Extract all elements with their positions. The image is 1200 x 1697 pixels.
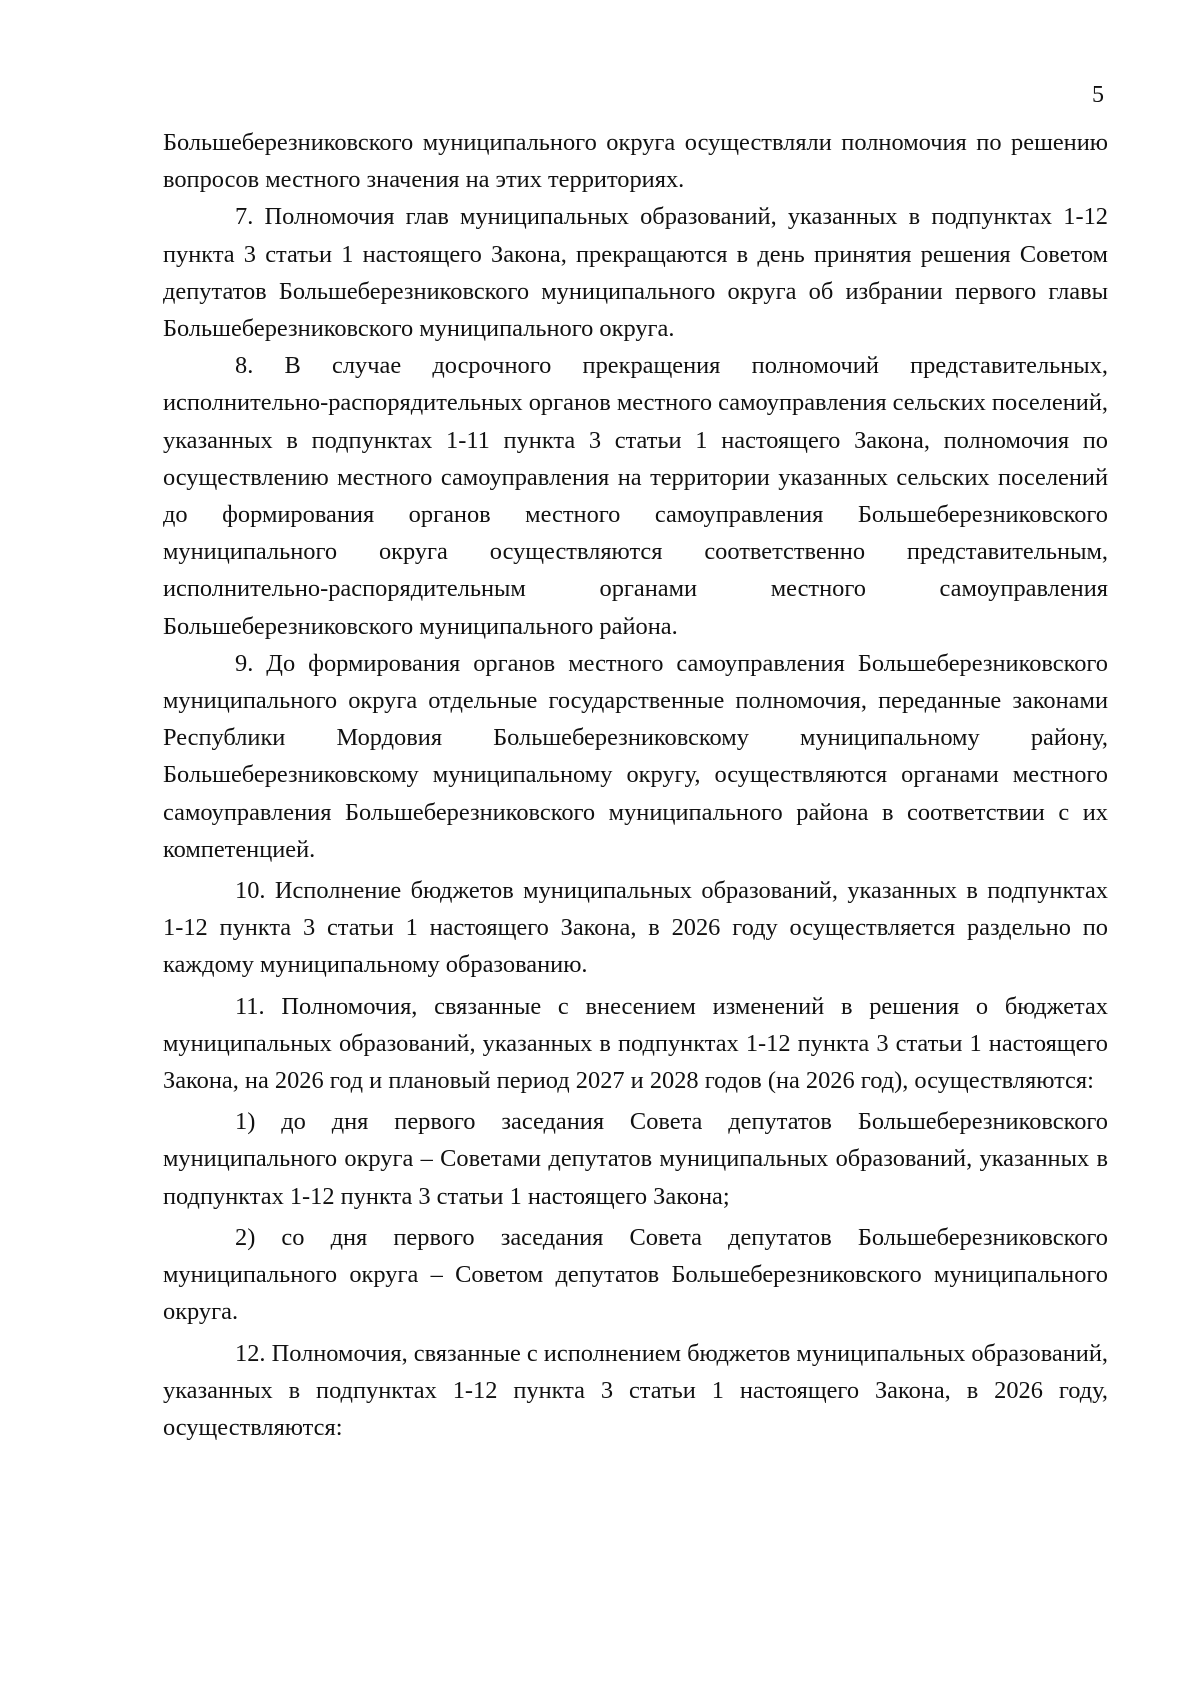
- page-number: 5: [1092, 82, 1104, 108]
- paragraph-9: 9. До формирования органов местного самоуправления Большеберезниковского муниципального округа отдельные государственные полномочия, переданные законами Республики Мордовия Большеберезниковскому муниципальному району, Большеберезниковскому муниципальному округу, осуществляются органами местного самоуправления Большеберезниковского муниципального района в соответствии с их компетенцией.: [163, 649, 1108, 863]
- paragraph-7: 7. Полномочия глав муниципальных образований, указанных в подпунктах 1-12 пункта 3 статьи 1 настоящего Закона, прекращаются в день принятия решения Советом депутатов Большеберезниковского муниципального округа об избрании первого главы Большеберезниковского муниципального округа.: [163, 203, 1108, 343]
- paragraph-11-item-1: 1) до дня первого заседания Совета депутатов Большеберезниковского муниципального округа – Советами депутатов муниципальных образований, указанных в подпунктах 1-12 пункта 3 статьи 1 настоящего Закона;: [163, 1108, 1108, 1210]
- paragraph-11: 11. Полномочия, связанные с внесением изменений в решения о бюджетах муниципальных образований, указанных в подпунктах 1-12 пункта 3 статьи 1 настоящего Закона, на 2026 год и плановый период 2027 и 2028 годов (на 2026 год), осуществляются:: [163, 992, 1108, 1095]
- document-body: [163, 124, 1108, 1446]
- paragraph-continuation: Большеберезниковского муниципального округа осуществляли полномочия по решению вопросов местного значения на этих территориях.: [163, 129, 1108, 194]
- paragraph-8: 8. В случае досрочного прекращения полномочий представительных, исполнительно-распорядительных органов местного самоуправления сельских поселений, указанных в подпунктах 1-11 пункта 3 статьи 1 настоящего Закона, полномочия по осуществлению местного самоуправления на территории указанных сельских поселений до формирования органов местного самоуправления Большеберезниковского муниципального округа осуществляются соответственно представительным, исполнительно-распорядительным органами местного самоуправления Большеберезниковского муниципального района.: [163, 352, 1108, 640]
- paragraph-12: 12. Полномочия, связанные с исполнением бюджетов муниципальных образований, указанных в подпунктах 1-12 пункта 3 статьи 1 настоящего Закона, в 2026 году, осуществляются:: [163, 1339, 1108, 1441]
- paragraph-10: 10. Исполнение бюджетов муниципальных образований, указанных в подпунктах 1-12 пункта 3 статьи 1 настоящего Закона, в 2026 году осуществляется раздельно по каждому муниципальному образованию.: [163, 877, 1108, 979]
- paragraph-11-item-2: 2) со дня первого заседания Совета депутатов Большеберезниковского муниципального округа – Советом депутатов Большеберезниковского муниципального округа.: [163, 1223, 1108, 1326]
